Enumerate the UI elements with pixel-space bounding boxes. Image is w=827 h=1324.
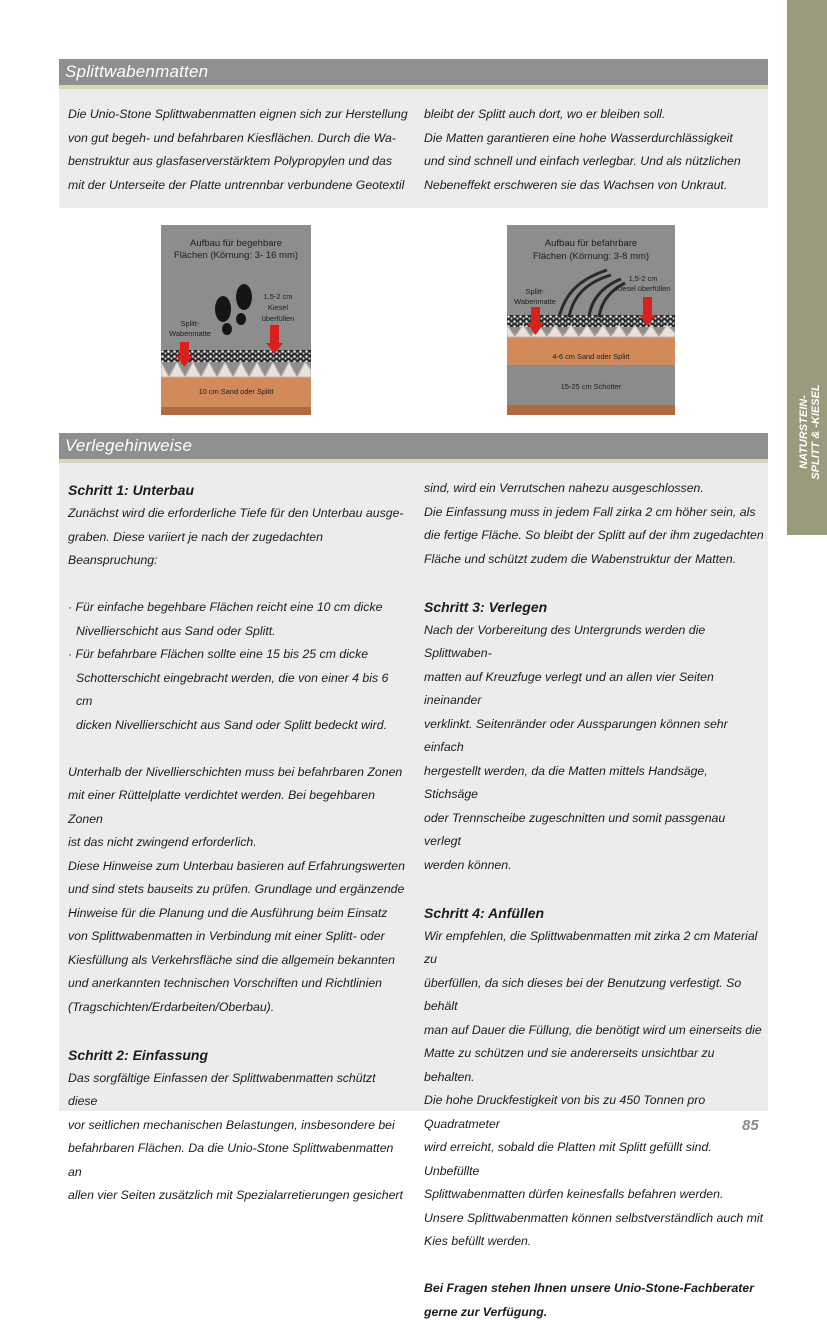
step4-body-line: Die hohe Druckfestigkeit von bis zu 450 Tonnen pro Quadratmeter — [424, 1089, 764, 1136]
intro-left-column — [68, 103, 413, 197]
step3-body-line: oder Trennscheibe zugeschnitten und somit passgenau verlegt — [424, 807, 764, 854]
step2-heading: Schritt 2: Einfassung — [68, 1043, 408, 1067]
soil-strip — [507, 405, 675, 415]
intro-right-line: und sind schnell und einfach verlegbar. Und als nützlichen — [424, 150, 764, 174]
section-header-splittwabenmatten — [59, 59, 768, 85]
instructions-left-column — [68, 478, 408, 1208]
step4-body-line: man auf Dauer die Füllung, die benötigt wird um einerseits die — [424, 1019, 764, 1043]
step3-body-line: hergestellt werden, da die Matten mittels Handsäge, Stichsäge — [424, 760, 764, 807]
step2-body-line: vor seitlichen mechanischen Belastungen, insbesondere bei — [68, 1114, 408, 1138]
intro-left-line: Die Unio-Stone Splittwabenmatten eignen sich zur Herstellung — [68, 103, 413, 127]
fill-label-line2: Kiesel überfüllen — [611, 284, 675, 294]
step1-heading: Schritt 1: Unterbau — [68, 478, 408, 502]
step1-body-line: und sind stets bauseits zu prüfen. Grundlage und ergänzende — [68, 878, 408, 902]
closing-line: gerne zur Verfügung. — [424, 1301, 764, 1324]
step1-body-line: mit einer Rüttelplatte verdichtet werden. Bei begehbaren Zonen — [68, 784, 408, 831]
intro-panel — [59, 89, 768, 208]
instructions-right-column — [424, 477, 764, 1324]
intro-left-line: mit der Unterseite der Platte untrennbar verbundene Geotextil — [68, 174, 413, 198]
base-layer-label: 10 cm Sand oder Splitt — [161, 387, 311, 397]
step1-intro-line: Zunächst wird die erforderliche Tiefe für den Unterbau ausge- — [68, 502, 408, 526]
mat-label-line1: Splitt- — [509, 287, 561, 297]
bullet-line: dicken Nivellierschicht aus Sand oder Splitt bedeckt wird. — [68, 714, 408, 738]
step1-intro-line: graben. Diese variiert je nach der zugedachten Beanspruchung: — [68, 526, 408, 573]
step1-body-line: Unterhalb der Nivellierschichten muss bei befahrbaren Zonen — [68, 761, 408, 785]
step2-continued-line: die fertige Fläche. So bleibt der Splitt auf der ihm zugedachten — [424, 524, 764, 548]
side-tab-label — [798, 367, 822, 497]
closing-line: Bei Fragen stehen Ihnen unsere Unio-Stone-Fachberater — [424, 1277, 764, 1301]
step4-heading: Schritt 4: Anfüllen — [424, 901, 764, 925]
diagram-title-line2: Flächen (Körnung: 3- 16 mm) — [161, 250, 311, 262]
step4-body-line: überfüllen, da sich dieses bei der Benutzung verfestigt. So behält — [424, 972, 764, 1019]
step2-continued-line: sind, wird ein Verrutschen nahezu ausgeschlossen. — [424, 477, 764, 501]
soil-strip — [161, 407, 311, 415]
step4-body-line: Kies befüllt werden. — [424, 1230, 764, 1254]
step2-body-line: allen vier Seiten zusätzlich mit Spezialarretierungen gesichert — [68, 1184, 408, 1208]
step2-continued-line: Fläche und schützt zudem die Wabenstruktur der Matten. — [424, 548, 764, 572]
intro-right-column — [424, 103, 764, 197]
intro-right-line: bleibt der Splitt auch dort, wo er bleiben soll. — [424, 103, 764, 127]
step4-body-line: Splittwabenmatten dürfen keinesfalls befahren werden. — [424, 1183, 764, 1207]
step1-body-line: Hinweise für die Planung und die Ausführung beim Einsatz — [68, 902, 408, 926]
fill-label-line2: Kiesel — [253, 303, 303, 313]
bullet-line: Nivellierschicht aus Sand oder Splitt. — [68, 620, 408, 644]
step1-body-line: und anerkannten technischen Vorschriften und Richtlinien — [68, 972, 408, 996]
intro-right-line: Nebeneffekt erschweren sie das Wachsen von Unkraut. — [424, 174, 764, 198]
arrow-icon — [266, 325, 283, 354]
intro-right-line: Die Matten garantieren eine hohe Wasserdurchlässigkeit — [424, 127, 764, 151]
mat-label-line2: Wabenmatte — [165, 329, 215, 339]
step4-body-line: Wir empfehlen, die Splittwabenmatten mit zirka 2 cm Material zu — [424, 925, 764, 972]
step2-continued-line: Die Einfassung muss in jedem Fall zirka 2 cm höher sein, als — [424, 501, 764, 525]
section-title: Verlegehinweise — [65, 436, 192, 456]
diagram-drivable — [507, 225, 675, 415]
step1-body-line: ist das nicht zwingend erforderlich. — [68, 831, 408, 855]
intro-left-line: benstruktur aus glasfaserverstärktem Polypropylen und das — [68, 150, 413, 174]
bullet-line: · Für befahrbare Flächen sollte eine 15 bis 25 cm dicke — [68, 643, 408, 667]
fill-label-line1: 1,5-2 cm — [611, 274, 675, 284]
step3-body-line: Nach der Vorbereitung des Untergrunds werden die Splittwaben- — [424, 619, 764, 666]
step4-body-line: Matte zu schützen und sie andererseits unsichtbar zu behalten. — [424, 1042, 764, 1089]
instructions-panel — [59, 463, 768, 1111]
step4-body-line: wird erreicht, sobald die Platten mit Splitt gefüllt sind. Unbefüllte — [424, 1136, 764, 1183]
bullet-line: · Für einfache begehbare Flächen reicht eine 10 cm dicke — [68, 596, 408, 620]
step4-body-line: Unsere Splittwabenmatten können selbstverständlich auch mit — [424, 1207, 764, 1231]
diagram-title-line1: Aufbau für begehbare — [161, 238, 311, 250]
step1-body-line: von Splittwabenmatten in Verbindung mit einer Splitt- oder — [68, 925, 408, 949]
sand-layer-label: 4-6 cm Sand oder Splitt — [507, 352, 675, 362]
fill-label-line3: überfüllen — [253, 314, 303, 324]
diagram-title-line2: Flächen (Körnung: 3-8 mm) — [507, 251, 675, 263]
fill-label-line1: 1,5-2 cm — [253, 292, 303, 302]
step2-body-line: Das sorgfältige Einfassen der Splittwabenmatten schützt diese — [68, 1067, 408, 1114]
base-layer-label: 15-25 cm Schotter — [507, 382, 675, 392]
step3-heading: Schritt 3: Verlegen — [424, 595, 764, 619]
diagram-title-line1: Aufbau für befahrbare — [507, 238, 675, 250]
footprints-icon — [215, 284, 252, 335]
diagram-walkable — [161, 225, 311, 415]
step1-body-line: Kiesfüllung als Verkehrsfläche sind die allgemein bekannten — [68, 949, 408, 973]
mat-label-line1: Splitt- — [165, 319, 215, 329]
step1-body-line: Diese Hinweise zum Unterbau basieren auf Erfahrungswerten — [68, 855, 408, 879]
bullet-line: Schotterschicht eingebracht werden, die von einer 4 bis 6 cm — [68, 667, 408, 714]
intro-left-line: von gut begeh- und befahrbaren Kiesflächen. Durch die Wa- — [68, 127, 413, 151]
side-tab-line2: SPLITT & -KIESEL — [810, 367, 822, 497]
section-title: Splittwabenmatten — [65, 62, 208, 82]
side-tab-line1: NATURSTEIN- — [798, 367, 810, 497]
mat-label-line2: Wabenmatte — [509, 297, 561, 307]
step1-body-line: (Tragschichten/Erdarbeiten/Oberbau). — [68, 996, 408, 1020]
step3-body-line: verklinkt. Seitenränder oder Aussparungen können sehr einfach — [424, 713, 764, 760]
step2-body-line: befahrbaren Flächen. Da die Unio-Stone Splittwabenmatten an — [68, 1137, 408, 1184]
step3-body-line: matten auf Kreuzfuge verlegt und an allen vier Seiten ineinander — [424, 666, 764, 713]
step3-body-line: werden können. — [424, 854, 764, 878]
page-number: 85 — [742, 1117, 759, 1134]
section-header-verlegehinweise — [59, 433, 768, 459]
